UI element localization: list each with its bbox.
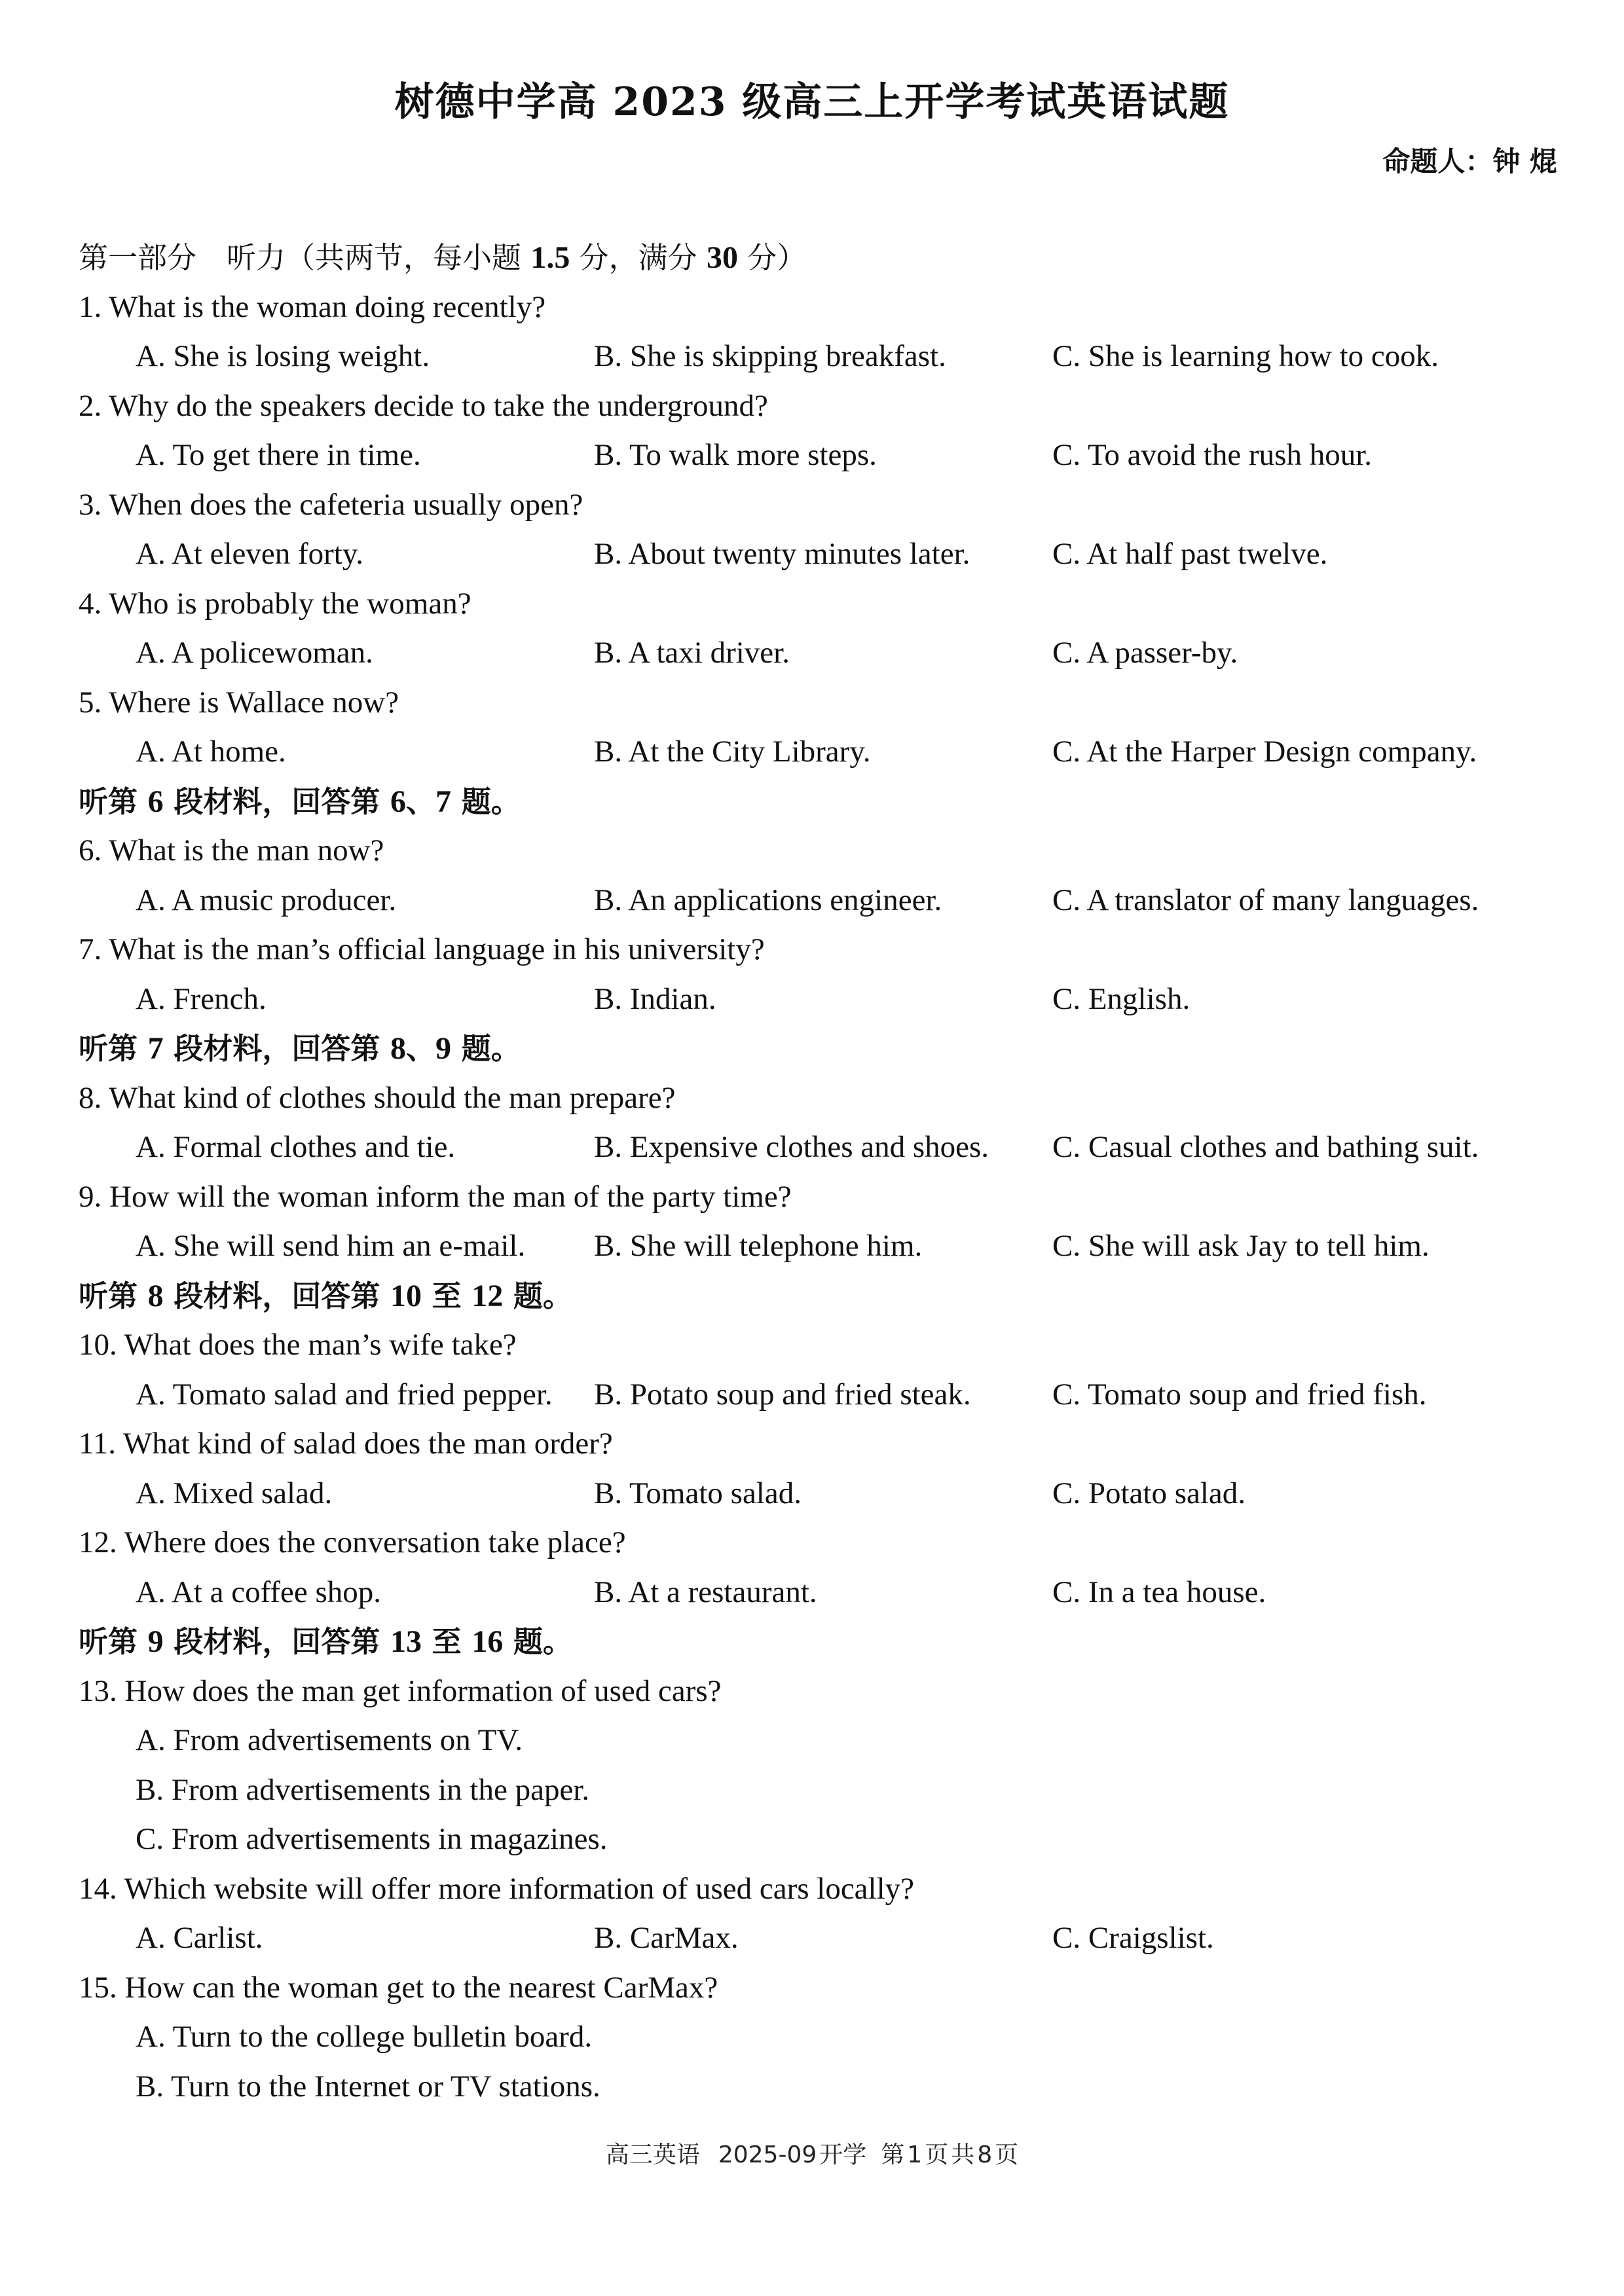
question-stem: 9. How will the woman inform the man of the party time?	[79, 1179, 792, 1214]
footer-term: 2025-09	[718, 2141, 817, 2168]
section-text: 分）	[737, 240, 807, 275]
option-b: B. A taxi driver.	[594, 636, 790, 670]
options-row	[79, 530, 1559, 579]
option-b: B. At the City Library.	[594, 735, 871, 769]
heading-number: 9	[147, 1624, 164, 1659]
option-c: C. From advertisements in magazines.	[136, 1822, 608, 1856]
option-c: C. At the Harper Design company.	[1052, 735, 1477, 769]
option-b: B. CarMax.	[594, 1921, 739, 1955]
heading-text: 题。	[451, 1031, 521, 1066]
page-total: 8	[977, 2141, 993, 2168]
heading-text: 题。	[503, 1624, 573, 1659]
heading-text: 至	[422, 1278, 472, 1313]
options-row	[79, 431, 1559, 481]
option-c: C. Potato salad.	[1052, 1476, 1246, 1510]
question-stem: 13. How does the man get information of used cars?	[79, 1673, 722, 1708]
heading-number: 12	[471, 1278, 504, 1313]
option-a: A. To get there in time.	[136, 438, 421, 472]
option-b: B. From advertisements in the paper.	[136, 1772, 590, 1807]
heading-text: 、	[406, 784, 436, 819]
passage-heading	[79, 777, 1559, 827]
option-c: C. At half past twelve.	[1052, 537, 1328, 571]
options-row	[79, 2013, 1559, 2062]
heading-number: 10	[390, 1278, 422, 1313]
question-stem: 4. Who is probably the woman?	[79, 586, 471, 621]
heading-text: 、	[406, 1031, 436, 1066]
option-c: C. She is learning how to cook.	[1052, 339, 1439, 373]
options-row	[79, 1716, 1559, 1766]
heading-number: 13	[390, 1624, 422, 1659]
heading-text: 段材料，回答第	[163, 784, 391, 819]
heading-number: 6	[390, 784, 407, 819]
options-row	[79, 1469, 1559, 1519]
options-row	[79, 1222, 1559, 1271]
page-footer	[0, 2136, 1624, 2170]
question-stem: 1. What is the woman doing recently?	[79, 289, 546, 324]
page-number: 1	[907, 2141, 923, 2168]
section-label: 第一部分	[79, 240, 197, 275]
question-stem: 6. What is the man now?	[79, 833, 384, 867]
option-c: C. A translator of many languages.	[1052, 883, 1479, 917]
heading-number: 8	[147, 1278, 164, 1313]
passage-heading	[79, 1617, 1559, 1667]
option-b: B. About twenty minutes later.	[594, 537, 970, 571]
passage-heading	[79, 1024, 1559, 1074]
option-a: A. From advertisements on TV.	[136, 1723, 523, 1757]
heading-text: 听第	[79, 1278, 148, 1313]
option-a: A. Carlist.	[136, 1921, 263, 1955]
options-row	[79, 1766, 1559, 1815]
heading-text: 至	[422, 1624, 472, 1659]
option-b: B. She will telephone him.	[594, 1229, 923, 1263]
heading-number: 16	[471, 1624, 504, 1659]
section-text: 听力（共两节，每小题	[227, 240, 531, 275]
heading-number: 9	[435, 1031, 452, 1066]
question-stem: 14. Which website will offer more information of used cars locally?	[79, 1871, 915, 1906]
heading-text: 段材料，回答第	[163, 1624, 391, 1659]
footer-text: 共	[951, 2141, 975, 2168]
question-stem: 15. How can the woman get to the nearest CarMax?	[79, 1970, 718, 2005]
option-b: B. She is skipping breakfast.	[594, 339, 946, 373]
option-a: A. Tomato salad and fried pepper.	[136, 1377, 553, 1412]
question-stem: 7. What is the man’s official language in his university?	[79, 932, 765, 966]
option-b: B. Indian.	[594, 981, 716, 1016]
heading-number: 6	[147, 784, 164, 819]
heading-number: 7	[147, 1031, 164, 1066]
question-stem: 11. What kind of salad does the man order?	[79, 1427, 613, 1461]
question-stem: 12. Where does the conversation take place?	[79, 1525, 626, 1559]
options-row	[79, 1370, 1559, 1420]
options-row	[79, 629, 1559, 678]
option-b: B. An applications engineer.	[594, 883, 942, 917]
options-row	[79, 1914, 1559, 1963]
question-stem: 8. What kind of clothes should the man prepare?	[79, 1080, 676, 1115]
option-b: B. Tomato salad.	[594, 1476, 802, 1510]
option-a: A. At a coffee shop.	[136, 1575, 382, 1609]
option-a: A. She will send him an e-mail.	[136, 1229, 526, 1263]
option-a: A. Formal clothes and tie.	[136, 1130, 456, 1164]
question-stem: 3. When does the cafeteria usually open?	[79, 487, 583, 522]
option-b: B. At a restaurant.	[594, 1575, 817, 1609]
question-stem: 5. Where is Wallace now?	[79, 685, 399, 720]
heading-text: 题。	[503, 1278, 573, 1313]
option-b: B. Turn to the Internet or TV stations.	[136, 2069, 600, 2104]
heading-text: 听第	[79, 1031, 148, 1066]
footer-text: 页	[995, 2141, 1019, 2168]
heading-text: 段材料，回答第	[163, 1278, 391, 1313]
option-c: C. A passer-by.	[1052, 636, 1238, 670]
heading-text: 段材料，回答第	[163, 1031, 391, 1066]
options-row	[79, 332, 1559, 382]
options-row	[79, 975, 1559, 1025]
option-a: A. Mixed salad.	[136, 1476, 333, 1510]
option-a: A. At eleven forty.	[136, 537, 364, 571]
footer-text: 页	[925, 2141, 949, 2168]
option-a: A. A policewoman.	[136, 636, 373, 670]
option-a: A. French.	[136, 981, 267, 1016]
author-line: 命题人：钟 焜	[1382, 145, 1557, 177]
question-stem: 2. Why do the speakers decide to take the underground?	[79, 388, 768, 423]
question-stem: 10. What does the man’s wife take?	[79, 1328, 517, 1362]
options-row	[79, 1815, 1559, 1865]
option-b: B. To walk more steps.	[594, 438, 877, 472]
section-points: 1.5	[530, 240, 570, 275]
heading-text: 题。	[451, 784, 521, 819]
options-row	[79, 1123, 1559, 1173]
option-a: A. A music producer.	[136, 883, 397, 917]
option-c: C. In a tea house.	[1052, 1575, 1266, 1609]
options-row	[79, 2062, 1559, 2112]
options-row	[79, 727, 1559, 777]
option-c: C. Tomato soup and fried fish.	[1052, 1377, 1427, 1412]
footer-text: 第	[881, 2141, 905, 2168]
exam-title: 树德中学高 2023 级高三上开学考试英语试题	[394, 79, 1230, 125]
option-b: B. Expensive clothes and shoes.	[594, 1130, 989, 1164]
option-a: A. She is losing weight.	[136, 339, 430, 373]
heading-number: 8	[390, 1031, 407, 1066]
option-c: C. Casual clothes and bathing suit.	[1052, 1130, 1479, 1164]
option-b: B. Potato soup and fried steak.	[594, 1377, 971, 1412]
option-c: C. English.	[1052, 981, 1190, 1016]
option-c: C. Craigslist.	[1052, 1921, 1214, 1955]
option-a: A. At home.	[136, 735, 286, 769]
section-text: 分，满分	[570, 240, 707, 275]
footer-course: 高三英语	[605, 2141, 700, 2168]
heading-text: 听第	[79, 784, 148, 819]
section-heading	[79, 233, 1559, 283]
footer-exam: 开学	[819, 2141, 867, 2168]
options-row	[79, 876, 1559, 926]
heading-number: 7	[435, 784, 452, 819]
option-c: C. To avoid the rush hour.	[1052, 438, 1373, 472]
heading-text: 听第	[79, 1624, 148, 1659]
options-row	[79, 1568, 1559, 1618]
option-c: C. She will ask Jay to tell him.	[1052, 1229, 1430, 1263]
passage-heading	[79, 1271, 1559, 1321]
section-total: 30	[706, 240, 738, 275]
option-a: A. Turn to the college bulletin board.	[136, 2020, 593, 2054]
listening-section	[79, 233, 1559, 2111]
